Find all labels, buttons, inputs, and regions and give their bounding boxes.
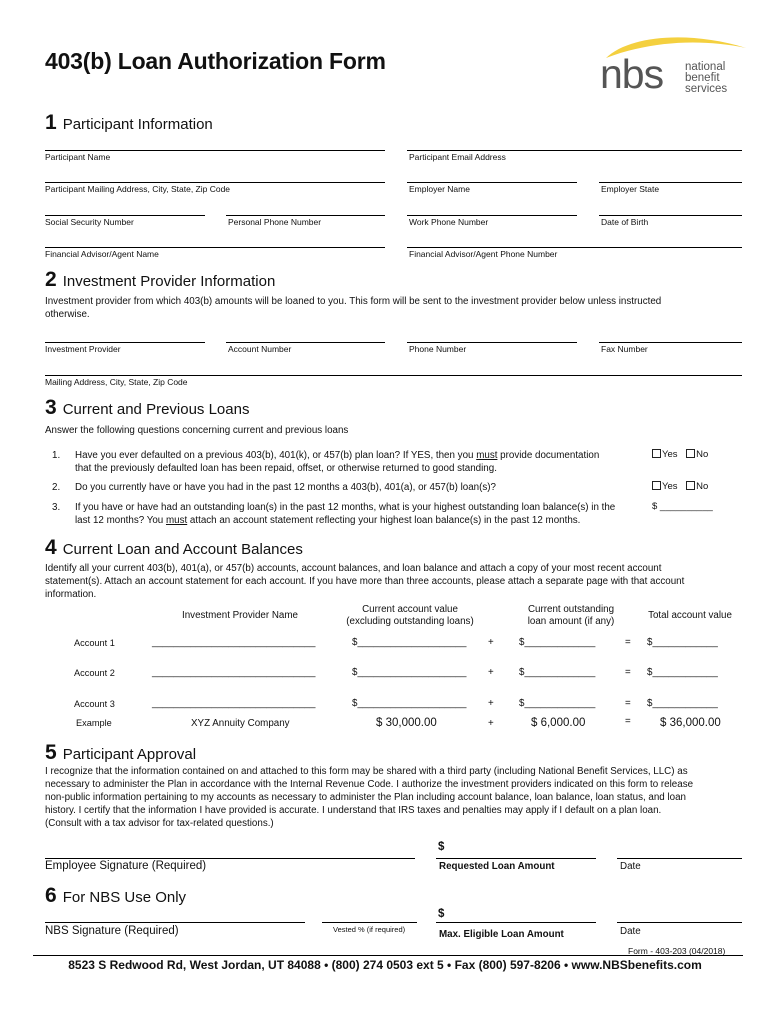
work-phone-line[interactable] [407, 215, 577, 216]
account-current-field[interactable]: $____________________ [352, 637, 467, 648]
footer-contact: 8523 S Redwood Rd, West Jordan, UT 84088 • (800) 274 0503 ext 5 • Fax (800) 597-8206 • www.NBSbenefits.com [68, 958, 702, 972]
q1-yes-checkbox[interactable] [652, 449, 661, 458]
employee-signature-line[interactable] [45, 858, 415, 859]
ssn-line[interactable] [45, 215, 205, 216]
participant-email-line[interactable] [407, 150, 742, 151]
mailing-address-label: Participant Mailing Address, City, State, Zip Code [45, 184, 231, 194]
employee-signature-label: Employee Signature (Required) [45, 860, 207, 872]
advisor-phone-line[interactable] [407, 247, 742, 248]
provider-phone-line[interactable] [407, 342, 577, 343]
q1-no-checkbox[interactable] [686, 449, 695, 458]
equals-sign: = [625, 667, 631, 678]
section-6-heading: 6 For NBS Use Only [45, 884, 187, 907]
question-2-text: Do you currently have or have you had in the past 12 months a 403(b), 401(a), or 457(b) loan(s)? [75, 482, 496, 493]
advisor-name-label: Financial Advisor/Agent Name [45, 249, 159, 259]
employer-name-line[interactable] [407, 182, 577, 183]
participant-name-label: Participant Name [45, 152, 111, 162]
question-3-number: 3. [52, 502, 61, 513]
advisor-phone-label: Financial Advisor/Agent Phone Number [409, 249, 558, 259]
account-total-field[interactable]: $____________ [647, 698, 718, 709]
provider-fax-label: Fax Number [601, 344, 648, 354]
section-1-heading: 1 Participant Information [45, 111, 213, 134]
provider-mailing-line[interactable] [45, 375, 742, 376]
plus-sign: + [488, 667, 494, 678]
requested-dollar-sign: $ [438, 841, 445, 853]
employer-state-label: Employer State [601, 184, 660, 194]
account-current-field[interactable]: $____________________ [352, 698, 467, 709]
plus-sign: + [488, 637, 494, 648]
section-4-intro: Identify all your current 403(b), 401(a), or 457(b) accounts, account balances, and loan balance and attach a copy of your most recent account statement(s). Attach an account statement for each account. If you have more than three accounts, please attach a separate page with that account information. [45, 563, 685, 600]
advisor-name-line[interactable] [45, 247, 385, 248]
form-title: 403(b) Loan Authorization Form [45, 48, 386, 74]
account-provider-field[interactable]: ______________________________ [152, 637, 316, 648]
equals-sign: = [625, 716, 631, 727]
work-phone-label: Work Phone Number [409, 217, 489, 227]
account-current-field[interactable]: $____________________ [352, 667, 467, 678]
requested-amount-line[interactable] [436, 858, 596, 859]
question-1-text: Have you ever defaulted on a previous 403(b), 401(k), or 457(b) plan loan? If YES, then you must provide documentation that the previously defaulted loan has been repaid, offset, or otherwise returned to good standing. [75, 450, 600, 474]
participant-email-label: Participant Email Address [409, 152, 506, 162]
col-provider-name: Investment Provider Name [182, 610, 298, 621]
ssn-label: Social Security Number [45, 217, 134, 227]
logo-subtitle: national benefit services [685, 61, 728, 95]
section-4-heading: 4 Current Loan and Account Balances [45, 536, 303, 559]
account-total-field[interactable]: $____________ [647, 637, 718, 648]
equals-sign: = [625, 637, 631, 648]
provider-phone-label: Phone Number [409, 344, 467, 354]
col-loan-amount: Current outstanding loan amount (if any) [527, 604, 615, 627]
employee-date-label: Date [620, 861, 641, 872]
question-1-options: Yes No [652, 449, 708, 460]
account-loan-field[interactable]: $_____________ [519, 637, 596, 648]
question-3-text: If you have or have had an outstanding loan(s) in the past 12 months, what is your highest outstanding loan balance(s) in the last 12 months? You must attach an account statement reflecting your highest loan balance(s) in the past 12 months. [75, 502, 616, 526]
requested-amount-label: Requested Loan Amount [439, 861, 555, 872]
employer-state-line[interactable] [599, 182, 742, 183]
section-3-intro: Answer the following questions concerning current and previous loans [45, 425, 349, 436]
dob-line[interactable] [599, 215, 742, 216]
dob-label: Date of Birth [601, 217, 649, 227]
employee-date-line[interactable] [617, 858, 742, 859]
account-label: Account 3 [74, 699, 115, 709]
max-amount-label: Max. Eligible Loan Amount [439, 929, 564, 940]
provider-line[interactable] [45, 342, 205, 343]
max-dollar-sign: $ [438, 908, 445, 920]
employer-name-label: Employer Name [409, 184, 470, 194]
example-provider: XYZ Annuity Company [191, 718, 290, 729]
max-amount-line[interactable] [436, 922, 596, 923]
col-total-value: Total account value [648, 610, 732, 621]
account-number-line[interactable] [226, 342, 385, 343]
nbs-date-label: Date [620, 926, 641, 937]
participant-name-line[interactable] [45, 150, 385, 151]
q2-no-checkbox[interactable] [686, 481, 695, 490]
personal-phone-line[interactable] [226, 215, 385, 216]
account-label: Account 2 [74, 668, 115, 678]
question-2-options: Yes No [652, 481, 708, 492]
example-label: Example [76, 718, 112, 728]
nbs-signature-line[interactable] [45, 922, 305, 923]
account-loan-field[interactable]: $_____________ [519, 698, 596, 709]
plus-sign: + [488, 718, 494, 729]
provider-fax-line[interactable] [599, 342, 742, 343]
equals-sign: = [625, 698, 631, 709]
account-number-label: Account Number [228, 344, 292, 354]
nbs-signature-label: NBS Signature (Required) [45, 925, 179, 937]
footer-divider [33, 955, 743, 956]
vested-line[interactable] [322, 922, 417, 923]
account-provider-field[interactable]: ______________________________ [152, 698, 316, 709]
col-current-value: Current account value (excluding outstanding loans) [346, 604, 474, 627]
logo-wordmark: nbs [600, 51, 664, 97]
provider-mailing-label: Mailing Address, City, State, Zip Code [45, 377, 188, 387]
account-label: Account 1 [74, 638, 115, 648]
mailing-address-line[interactable] [45, 182, 385, 183]
form-number: Form - 403-203 (04/2018) [628, 946, 726, 956]
plus-sign: + [488, 698, 494, 709]
account-loan-field[interactable]: $_____________ [519, 667, 596, 678]
provider-label: Investment Provider [45, 344, 121, 354]
section-3-heading: 3 Current and Previous Loans [45, 396, 250, 419]
account-provider-field[interactable]: ______________________________ [152, 667, 316, 678]
approval-text: I recognize that the information contained on and attached to this form may be shared with a third party (including National Benefit Services, LLC) as necessary to administer the Plan in accordance with the Internal Revenue Code. I authorize the investment providers indicated on this form to release non-public information pertaining to my accounts as necessary to administer the Plan including account balance, loan balance, loan status, and loan history. I certify that the information I have provided is accurate. I understand that IRS taxes and penalties may apply if I default on a plan loan. (Consult with a tax advisor for tax-related questions.) [45, 766, 694, 829]
example-loan: $ 6,000.00 [531, 717, 586, 729]
question-2-number: 2. [52, 482, 61, 493]
account-total-field[interactable]: $____________ [647, 667, 718, 678]
section-2-intro: Investment provider from which 403(b) amounts will be loaned to you. This form will be sent to the investment provider below unless instructed otherwise. [45, 296, 662, 320]
example-total: $ 36,000.00 [660, 717, 721, 729]
vested-label: Vested % (if required) [333, 925, 406, 934]
personal-phone-label: Personal Phone Number [228, 217, 322, 227]
section-5-heading: 5 Participant Approval [45, 741, 197, 764]
nbs-date-line[interactable] [617, 922, 742, 923]
section-2-heading: 2 Investment Provider Information [45, 268, 276, 291]
question-1-number: 1. [52, 450, 61, 461]
q3-amount-field[interactable]: $ __________ [652, 501, 713, 512]
q2-yes-checkbox[interactable] [652, 481, 661, 490]
example-current: $ 30,000.00 [376, 717, 437, 729]
